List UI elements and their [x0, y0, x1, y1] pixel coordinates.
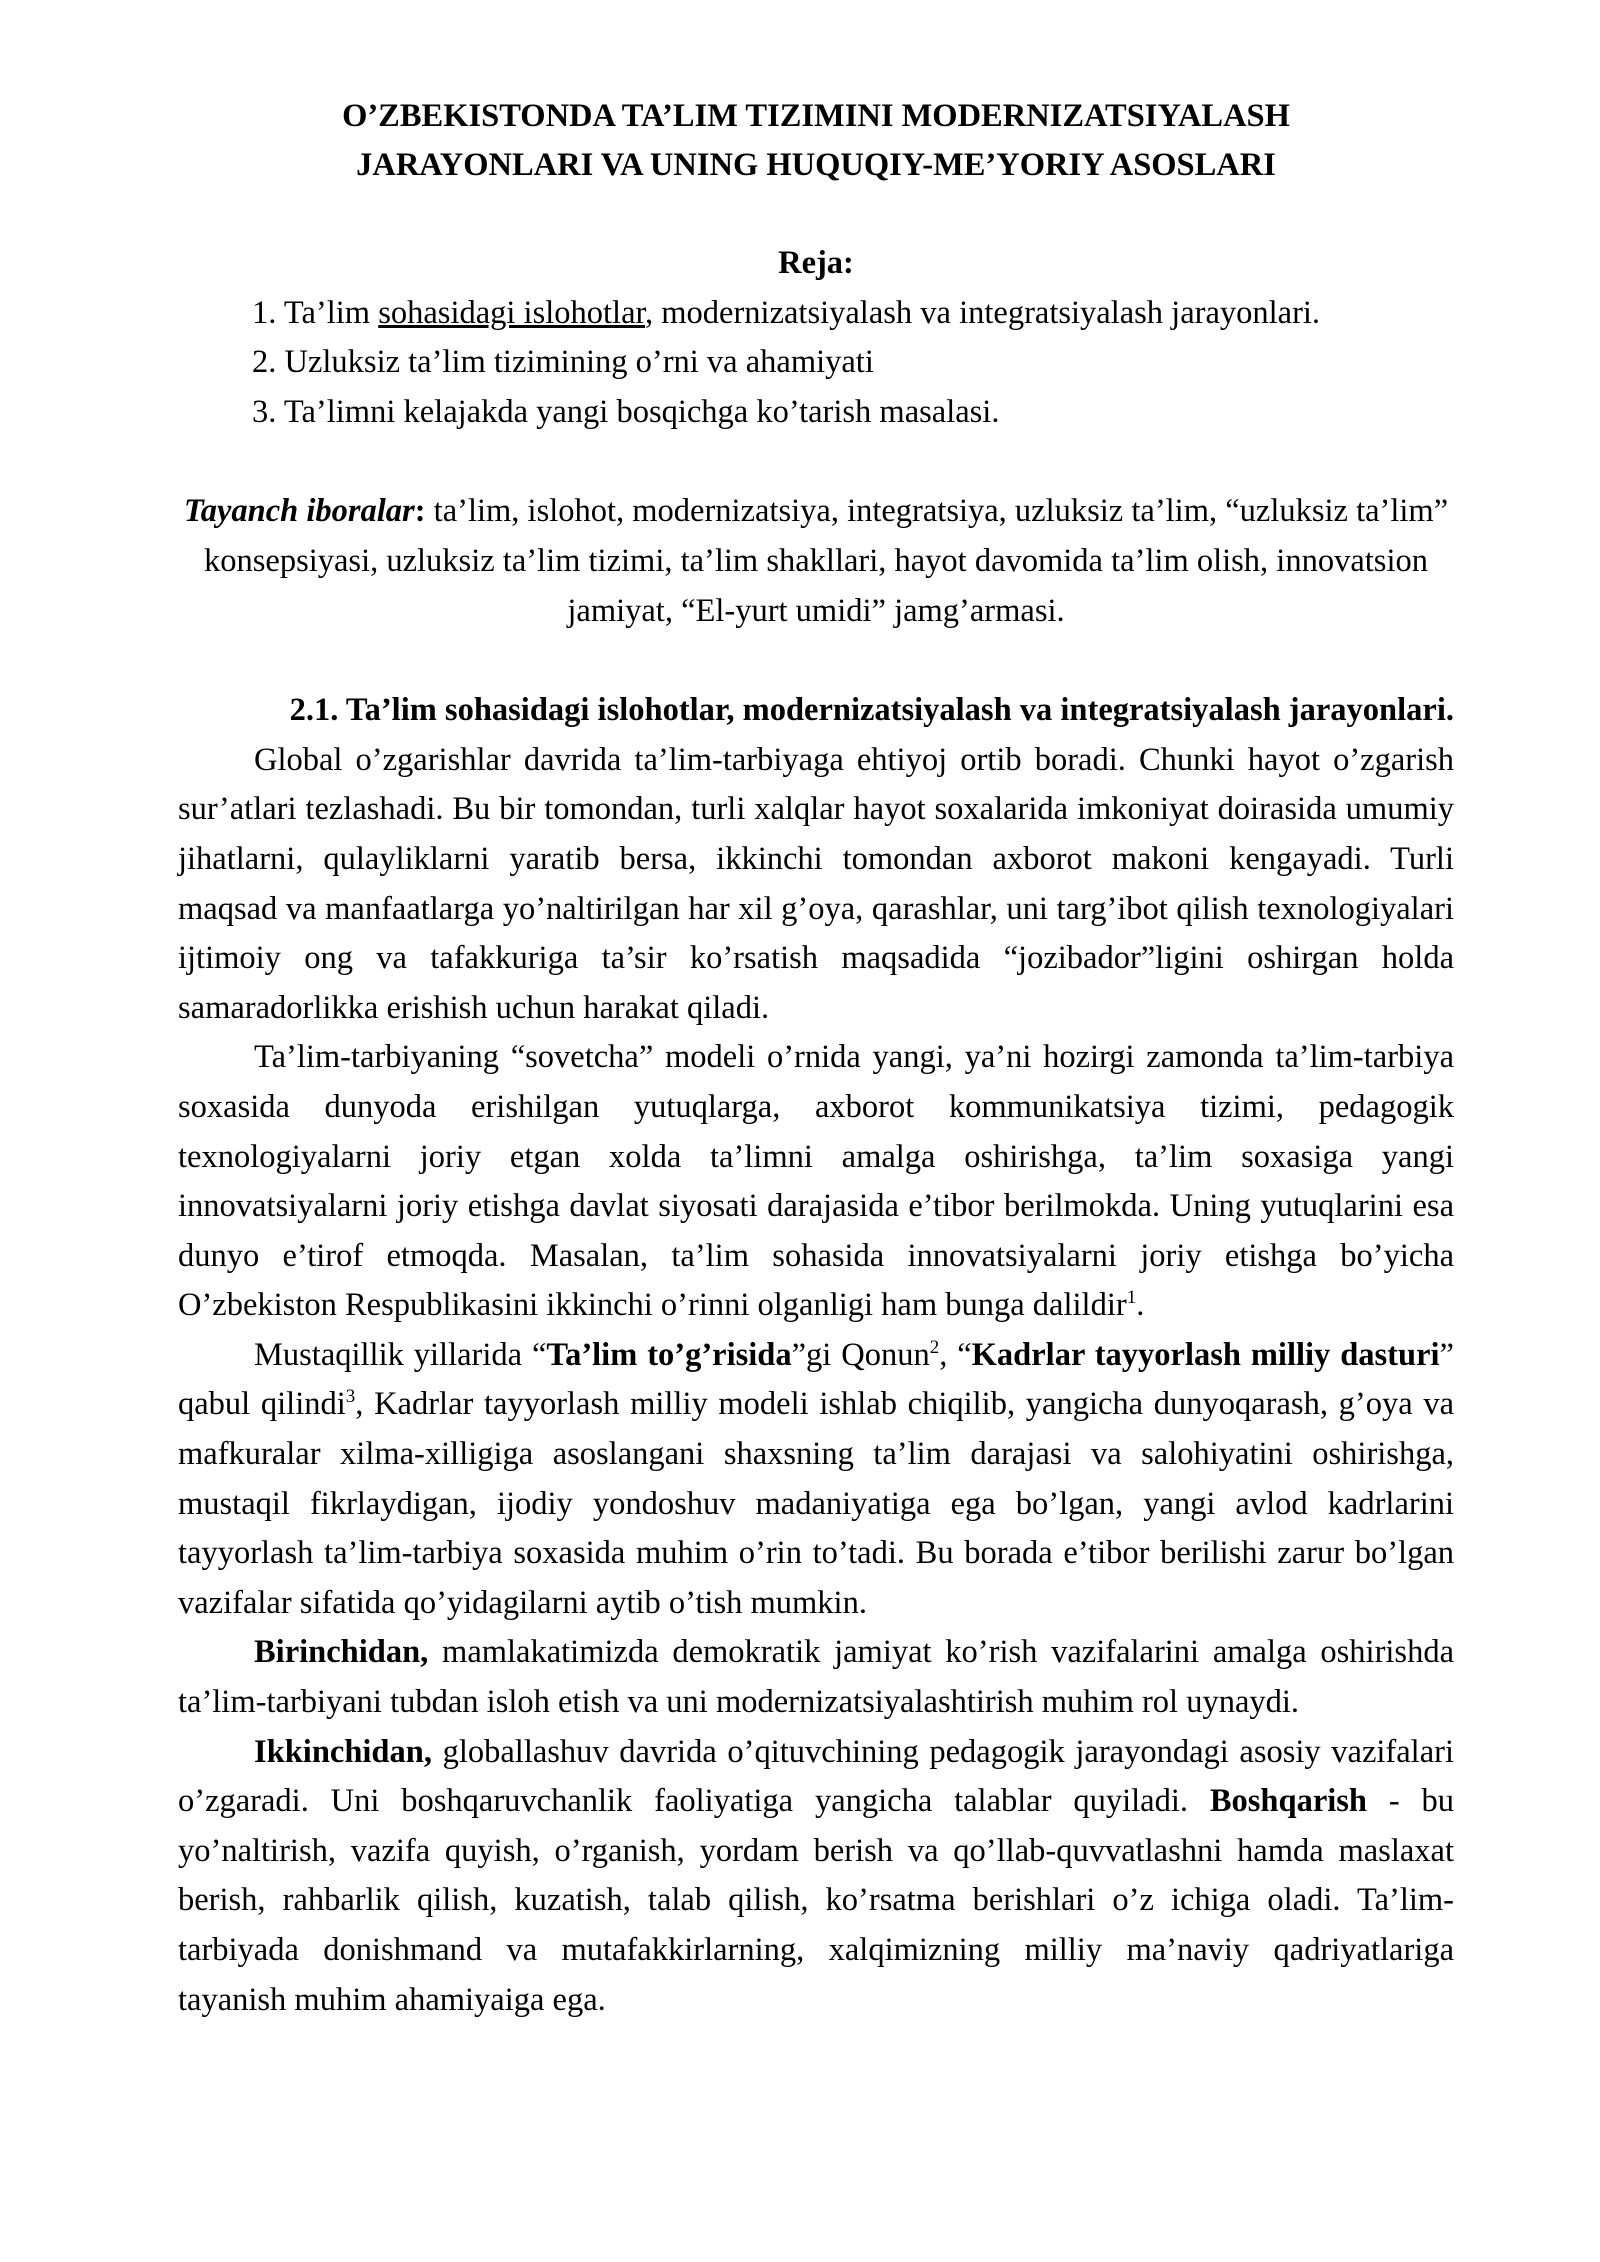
keywords-text: ta’lim, islohot, modernizatsiya, integratsiya, uzluksiz ta’lim, “uzluksiz ta’lim” konsepsiyasi, uzluksiz ta’lim tizimi, ta’lim shakllari, hayot davomida ta’lim olish, innovatsion jamiyat, “El-yurt umidi” jamg’armasi.	[204, 493, 1449, 629]
plan-item-1: 1. Ta’lim sohasidagi islohotlar, modernizatsiyalash va integratsiyalash jarayonlari.	[252, 294, 1321, 331]
keywords-label: Tayanch iboralar	[183, 493, 415, 530]
law-title: Ta’lim to’g’risida	[546, 1336, 792, 1373]
paragraph-2: Ta’lim-tarbiyaning “sovetcha” modeli o’rnida yangi, ya’ni hozirgi zamonda ta’lim-tarbiya soxasida dunyoda erishilgan yutuqlarga, axborot kommunikatsiya tizimi, pedagogik texnologiyalarni joriy etgan xolda ta’limni amalga oshirishga, ta’lim soxasiga yangi innovatsiyalarni joriy etishga davlat siyosati darajasida e’tibor berilmokda. Uning yutuqlarini esa dunyo e’tirof etmoqda. Masalan, ta’lim sohasida innovatsiyalarni joriy etishga bo’yicha O’zbekiston Respublikasini ikkinchi o’rinni olganligi ham bunga dalildir$^1$.	[178, 1039, 1454, 1324]
footnote-ref-2: 2	[929, 1337, 940, 1359]
title-line-2: JARAYONLARI VA UNING HUQUQIY-ME’YORIY ASOSLARI	[356, 147, 1276, 183]
paragraph-4: Birinchidan, mamlakatimizda demokratik jamiyat ko’rish vazifalarini amalga oshirishda ta’lim-tarbiyani tubdan isloh etish va uni modernizatsiyalashtirish muhim rol uynaydi.	[178, 1634, 1454, 1721]
plan-item-3: 3. Ta’limni kelajakda yangi bosqichga ko’tarish masalasi.	[252, 393, 1000, 430]
paragraph-3: Mustaqillik yillarida “Ta’lim to’g’risida”gi Qonun$^2$, “Kadrlar tayyorlash milliy dasturi” qabul qilindi$^3$, Kadrlar tayyorlash milliy modeli ishlab chiqilib, yangicha dunyoqarash, g’oya va mafkuralar xilma-xilligiga asoslangani shaxsning ta’lim darajasi va salohiyatini oshirishga, mustaqil fikrlaydigan, ijodiy yondoshuv madaniyatiga ega bo’lgan, yangi avlod kadrlarini tayyorlash ta’lim-tarbiya soxasida muhim o’rin to’tadi. Bu borada e’tibor berilishi zarur bo’lgan vazifalar sifatida qo’yidagilarni aytib o’tish mumkin.	[178, 1336, 1454, 1621]
plan-heading: Reja:	[778, 245, 854, 281]
plan-item-2: 2. Uzluksiz ta’lim tizimining o’rni va ahamiyati	[252, 344, 874, 381]
program-title: Kadrlar tayyorlash milliy dasturi	[971, 1336, 1440, 1373]
paragraph-1: Global o’zgarishlar davrida ta’lim-tarbiyaga ehtiyoj ortib boradi. Chunki hayot o’zgarish sur’atlari tezlashadi. Bu bir tomondan, turli xalqlar hayot soxalarida imkoniyat doirasida umumiy jihatlarni, qulayliklarni yaratib bersa, ikkinchi tomondan axborot makoni kengayadi. Turli maqsad va manfaatlarga yo’naltirilgan har xil g’oya, qarashlar, uni targ’ibot qilish texnologiyalari ijtimoiy ong va tafakkuriga ta’sir ko’rsatish maqsadida “jozibador”ligini oshirgan holda samaradorlikka erishish uchun harakat qiladi.	[178, 741, 1454, 1026]
document-title	[178, 92, 1454, 190]
keywords-block: Tayanch iboralar: ta’lim, islohot, modernizatsiya, integratsiya, uzluksiz ta’lim, “uzluksiz ta’lim” konsepsiyasi, uzluksiz ta’lim tizimi, ta’lim shakllari, hayot davomida ta’lim olish, innovatsion jamiyat, “El-yurt umidi” jamg’armasi.	[183, 493, 1449, 629]
plan-list	[178, 289, 1454, 438]
footnote-ref-1: 1	[1126, 1287, 1137, 1309]
footnote-ref-3: 3	[345, 1386, 356, 1408]
paragraph-5: Ikkinchidan, globallashuv davrida o’qituvchining pedagogik jarayondagi asosiy vazifalari o’zgaradi. Uni boshqaruvchanlik faoliyatiga yangicha talablar quyiladi. Boshqarish - bu yo’naltirish, vazifa quyish, o’rganish, yordam berish va qo’llab-quvvatlashni hamda maslaxat berish, rahbarlik qilish, kuzatish, talab qilish, ko’rsatma berishlari o’z ichiga oladi. Ta’lim-tarbiyada donishmand va mutafakkirlarning, xalqimizning milliy ma’naviy qadriyatlariga tayanish muhim ahamiyaiga ega.	[178, 1733, 1454, 2018]
underlined-phrase: sohasidagi islohotlar	[378, 294, 646, 331]
title-line-1: O’ZBEKISTONDA TA’LIM TIZIMINI MODERNIZATSIYALASH	[342, 98, 1290, 134]
section-title: 2.1. Ta’lim sohasidagi islohotlar, modernizatsiyalash va integratsiyalash jarayonlari.	[289, 692, 1454, 729]
